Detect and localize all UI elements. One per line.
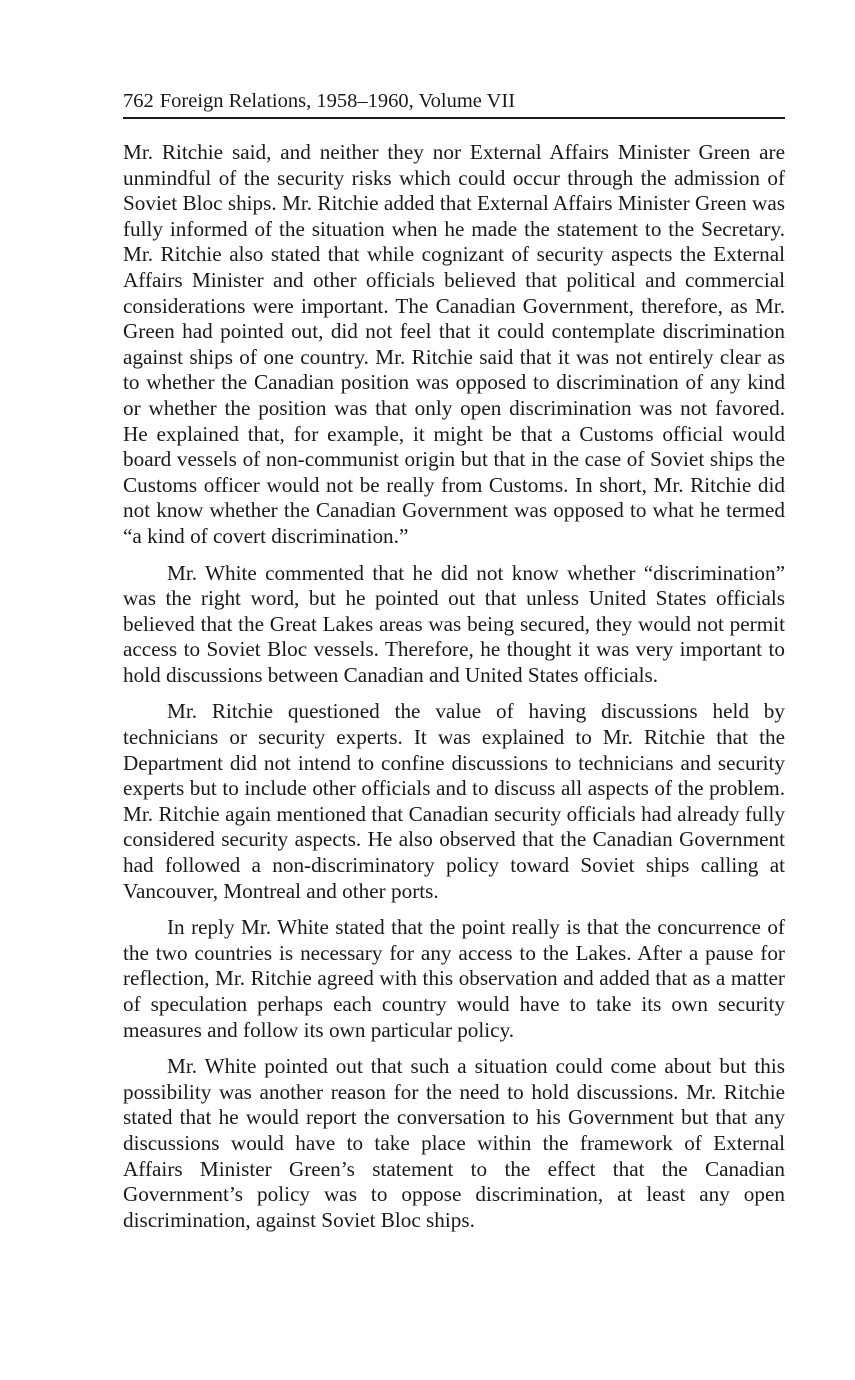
paragraph: Mr. White commented that he did not know whether “discrimination” was the right word, but he pointed out that unless United States officials believed that the Great Lakes areas was being secured, they would not permit access to Soviet Bloc vessels. Therefore, he thought it was very important to hold discussions between Canadian and United States officials. bbox=[123, 560, 785, 687]
running-title: Foreign Relations, 1958–1960, Volume VII bbox=[159, 90, 516, 112]
running-head bbox=[123, 88, 785, 119]
document-page bbox=[123, 88, 785, 1244]
paragraph: Mr. Ritchie questioned the value of having discussions held by technicians or security experts. It was explained to Mr. Ritchie that the Department did not intend to confine discussions to technicians and security experts but to include other officials and to discuss all aspects of the problem. Mr. Ritchie again mentioned that Canadian security officials had already fully considered security aspects. He also observed that the Canadian Government had followed a non-discriminatory policy toward Soviet ships calling at Vancouver, Montreal and other ports. bbox=[123, 699, 785, 903]
page-number: 762 bbox=[123, 90, 154, 112]
body-text bbox=[123, 140, 785, 1233]
paragraph: Mr. White pointed out that such a situation could come about but this possibility was another reason for the need to hold discussions. Mr. Ritchie stated that he would report the conversation to his Government but that any discussions would have to take place within the framework of External Affairs Minister Green’s statement to the effect that the Canadian Government’s policy was to oppose discrimination, at least any open discrimination, against Soviet Bloc ships. bbox=[123, 1054, 785, 1232]
paragraph: In reply Mr. White stated that the point really is that the concurrence of the two countries is necessary for any access to the Lakes. After a pause for reflection, Mr. Ritchie agreed with this observation and added that as a matter of speculation perhaps each country would have to take its own security measures and follow its own particular policy. bbox=[123, 915, 785, 1042]
paragraph-continued: Mr. Ritchie said, and neither they nor External Affairs Minister Green are unmindful of the security risks which could occur through the admission of Soviet Bloc ships. Mr. Ritchie added that External Affairs Minister Green was fully informed of the situation when he made the statement to the Secretary. Mr. Ritchie also stated that while cognizant of security aspects the External Affairs Minister and other officials believed that political and commercial considerations were important. The Canadian Government, therefore, as Mr. Green had pointed out, did not feel that it could contemplate discrimination against ships of one country. Mr. Ritchie said that it was not entirely clear as to whether the Canadian position was opposed to discrimination of any kind or whether the position was that only open discrimination was not favored. He explained that, for example, it might be that a Customs official would board vessels of non-communist origin but that in the case of Soviet ships the Customs officer would not be really from Customs. In short, Mr. Ritchie did not know whether the Canadian Government was opposed to what he termed “a kind of covert discrimination.” bbox=[123, 140, 785, 548]
